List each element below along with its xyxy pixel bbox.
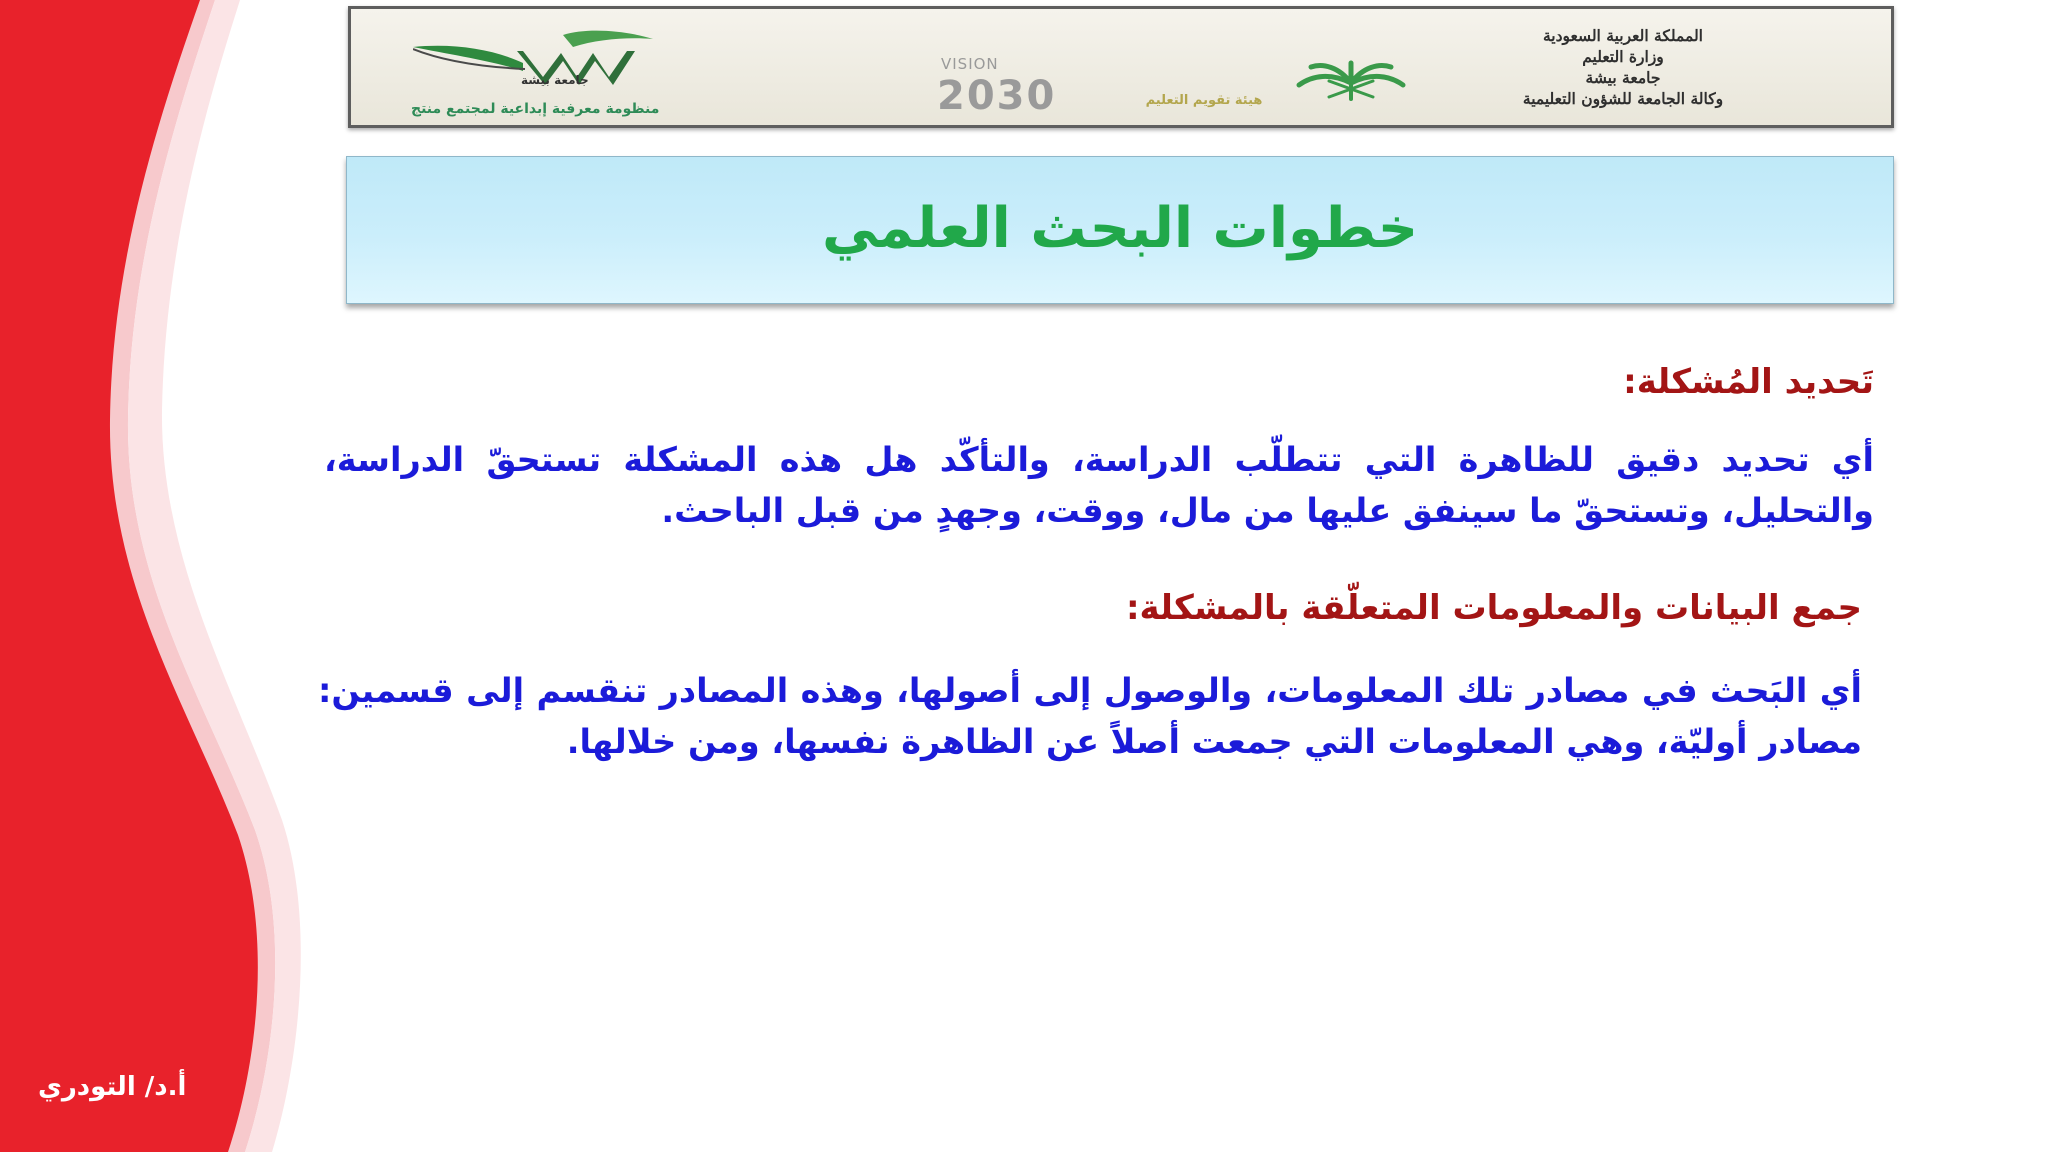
evaluation-commission-label: هيئة تقويم التعليم [1145,93,1263,108]
section-heading-problem: تَحديد المُشكلة: [1623,362,1874,402]
section-paragraph-data-collection: أي البَحث في مصادر تلك المعلومات، والوصول إلى أصولها، وهذه المصادر تنقسم إلى قسمين: مصادر أوليّة، وهي المعلومات التي جمعت أصلاً عن الظاهرة نفسها، ومن خلالها. [318,671,1862,761]
vision-year: 2030 [937,73,1057,119]
side-decoration [0,0,340,1152]
university-name: جامعة بيشة [521,73,589,87]
slide-title: خطوات البحث العلمي [821,195,1419,261]
org-line-agency: وكالة الجامعة للشؤون التعليمية [1522,89,1724,108]
vision-title: VISION [941,55,999,73]
org-line-country: المملكة العربية السعودية [1543,26,1703,45]
org-line-university: جامعة بيشة [1585,68,1661,87]
org-line-ministry: وزارة التعليم [1582,47,1664,66]
title-box [346,156,1894,304]
header-banner [348,6,1894,128]
university-tagline: منظومة معرفية إبداعية لمجتمع منتج [411,101,660,117]
organization-block [1443,25,1803,109]
university-logo-icon [413,27,653,101]
section-heading-data-collection: جمع البيانات والمعلومات المتعلّقة بالمشكلة: [1125,588,1862,628]
author-signature: أ.د/ التودري [38,1072,187,1102]
section-paragraph-problem: أي تحديد دقيق للظاهرة التي تتطلّب الدراسة، والتأكّد هل هذه المشكلة تستحقّ الدراسة، والتحليل، وتستحقّ ما سينفق عليها من مال، ووقت، وجهدٍ من قبل الباحث. [324,440,1874,530]
